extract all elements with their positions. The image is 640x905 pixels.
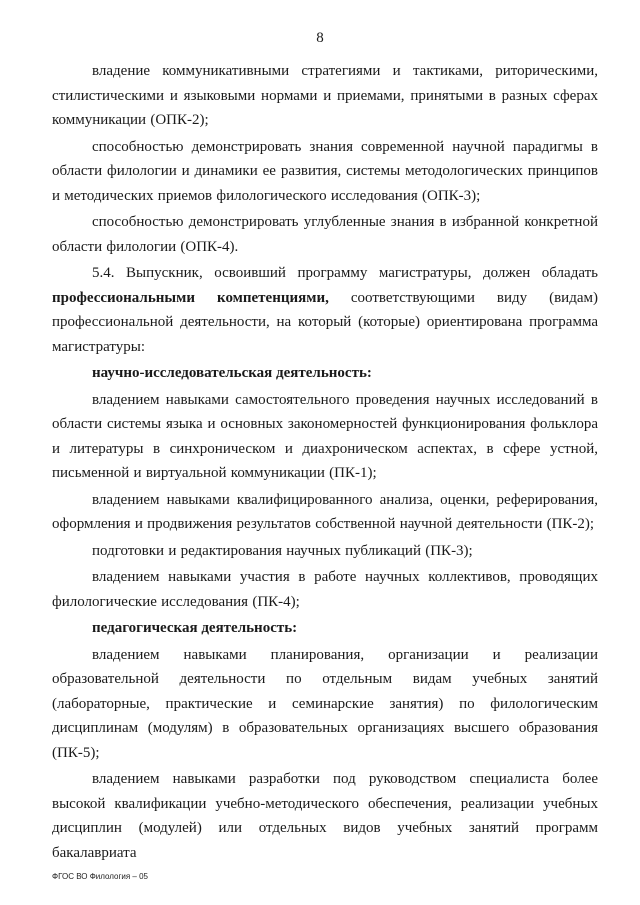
document-footer: ФГОС ВО Филология – 05 [52, 872, 149, 881]
heading-pedagogical-activity: педагогическая деятельность: [92, 620, 298, 636]
heading-research-activity: научно-исследовательская деятельность: [92, 365, 372, 381]
paragraph-pk-2: владением навыками квалифицированного анализа, оценки, реферирования, оформления и продвижения результатов собственной научной деятельности (ПК-2); [52, 491, 598, 532]
paragraph-opk-2: владение коммуникативными стратегиями и тактиками, риторическими, стилистическими и языковыми нормами и приемами, принятыми в разных сферах коммуникации (ОПК-2); [52, 63, 598, 128]
paragraph-pk-3: подготовки и редактирования научных публикаций (ПК-3); [92, 542, 473, 559]
page-number: 8 [316, 30, 324, 46]
document-body [52, 59, 598, 867]
paragraph-opk-4: способностью демонстрировать углубленные знания в избранной конкретной области филологии (ОПК-4). [52, 214, 598, 255]
paragraph-opk-3: способностью демонстрировать знания современной научной парадигмы в области филологии и динамики ее развития, системы методологических принципов и методических приемов филологического исследования (ОПК-3); [52, 138, 598, 204]
paragraph-pk-6-start: владением навыками разработки под руководством специалиста более высокой квалификации учебно-методического обеспечения, реализации учебных дисциплин (модулей) или отдельных видов учебных занятий программ бакалавриата [52, 771, 598, 861]
section-5-4-start: 5.4. Выпускник, освоивший программу магистратуры, должен обладать [92, 265, 598, 281]
paragraph-pk-5: владением навыками планирования, организации и реализации образовательной деятельности по отдельным видам учебных занятий (лабораторные, практические и семинарские занятия) по филологическим дисциплинам (модулям) в образовательных организациях высшего образования (ПК-5); [52, 646, 598, 761]
paragraph-section-5-4 [52, 261, 598, 359]
paragraph-pk-1: владением навыками самостоятельного проведения научных исследований в области системы языка и основных закономерностей функционирования фольклора и литературы в синхроническом и диахроническом аспектах, в сфере устной, письменной и виртуальной коммуникации (ПК-1); [52, 391, 598, 481]
paragraph-pk-4: владением навыками участия в работе научных коллективов, проводящих филологические исследования (ПК-4); [52, 569, 598, 610]
section-5-4-bold: профессиональными компетенциями, [52, 289, 329, 306]
section-5-4-end: соответствующими виду (видам) профессиональной деятельности, на который (которые) ориентирована программа магистратуры: [52, 289, 598, 355]
